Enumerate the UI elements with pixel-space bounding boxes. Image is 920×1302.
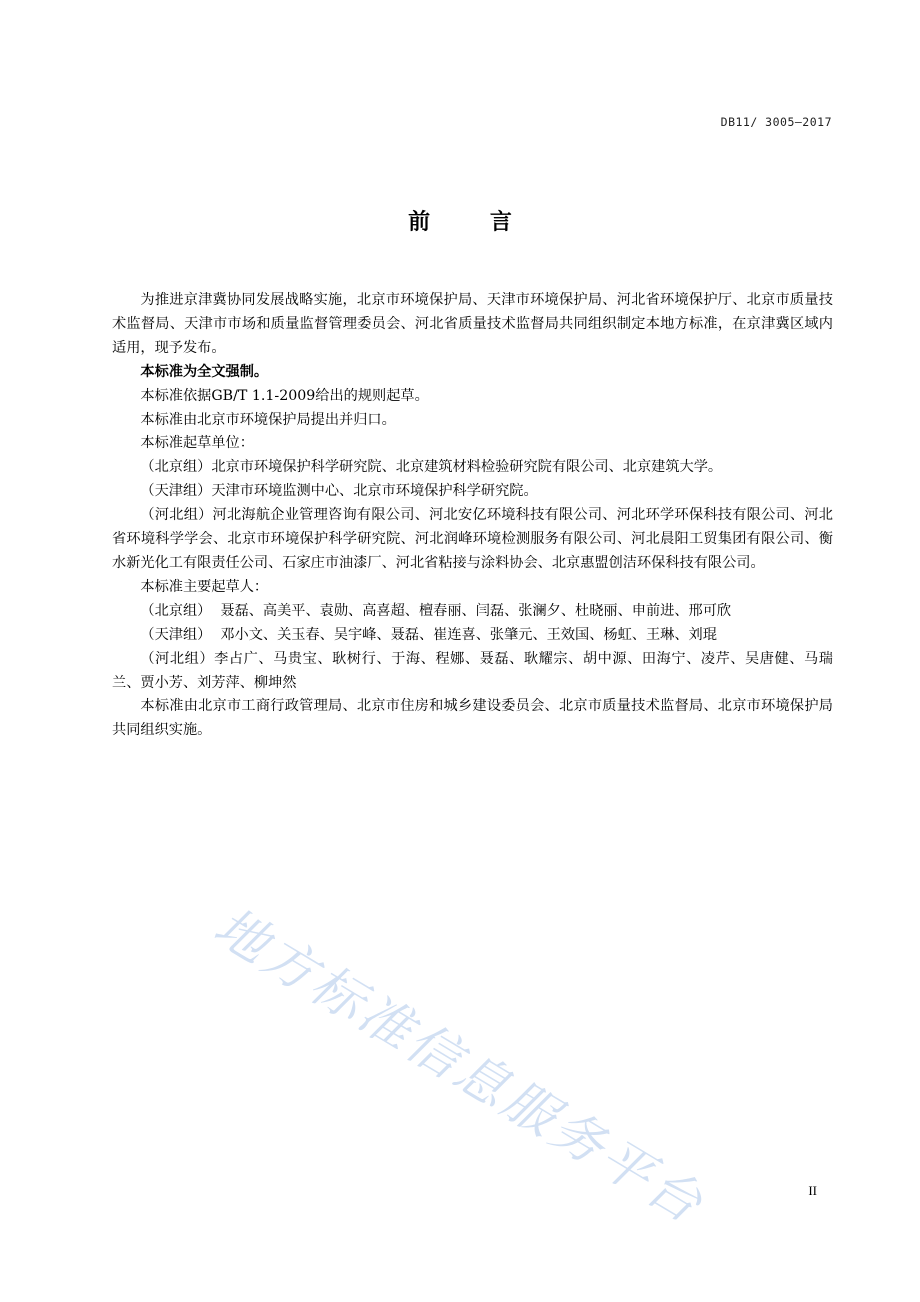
page-title: 前 言: [408, 210, 538, 235]
drafters-tianjin: （天津组） 邓小文、关玉春、吴宇峰、聂磊、崔连喜、张肇元、王效国、杨虹、王琳、刘琨: [140, 626, 717, 643]
drafters-heading: 本标准主要起草人：: [140, 578, 269, 595]
mandatory-statement: 本标准为全文强制。: [140, 363, 269, 380]
drafting-units-beijing: （北京组）北京市环境保护科学研究院、北京建筑材料检验研究院有限公司、北京建筑大学。: [140, 459, 723, 476]
document-code: DB11/ 3005—2017: [720, 115, 832, 129]
drafters-beijing: （北京组） 聂磊、高美平、袁勋、高喜超、檀春丽、闫磊、张澜夕、杜晓丽、申前进、邢可欣: [140, 602, 732, 619]
watermark: 地方标准信息服务平台: [203, 896, 715, 1237]
proposer-paragraph: 本标准由北京市环境保护局提出并归口。: [140, 411, 396, 428]
drafting-units-heading: 本标准起草单位：: [140, 435, 254, 452]
drafting-rules-paragraph: 本标准依据GB/T 1.1-2009给出的规则起草。: [140, 387, 429, 404]
drafting-units-hebei: （河北组）河北海航企业管理咨询有限公司、河北安亿环境科技有限公司、河北环学环保科技有限公司、河北省环境科学学会、北京市环境保护科学研究院、河北润峰环境检测服务有限公司、河北晨阳工贸集团有限公司、衡水新光化工有限责任公司、石家庄市油漆厂、河北省粘接与涂料协会、北京惠盟创洁环保科技有限公司。: [112, 507, 833, 571]
implementation-paragraph: 本标准由北京市工商行政管理局、北京市住房和城乡建设委员会、北京市质量技术监督局、北京市环境保护局共同组织实施。: [112, 698, 833, 739]
foreword-body: [112, 289, 833, 743]
intro-paragraph: 为推进京津冀协同发展战略实施，北京市环境保护局、天津市环境保护局、河北省环境保护厅、北京市质量技术监督局、天津市市场和质量监督管理委员会、河北省质量技术监督局共同组织制定本地方标准，在京津冀区域内适用，现予发布。: [112, 292, 833, 356]
drafters-hebei: （河北组）李占广、马贵宝、耿树行、于海、程娜、聂磊、耿耀宗、胡中源、田海宁、凌芹、吴唐健、马瑞兰、贾小芳、刘芳萍、柳坤然: [112, 650, 833, 691]
drafting-units-tianjin: （天津组）天津市环境监测中心、北京市环境保护科学研究院。: [140, 483, 538, 500]
page-number: II: [808, 1183, 817, 1198]
